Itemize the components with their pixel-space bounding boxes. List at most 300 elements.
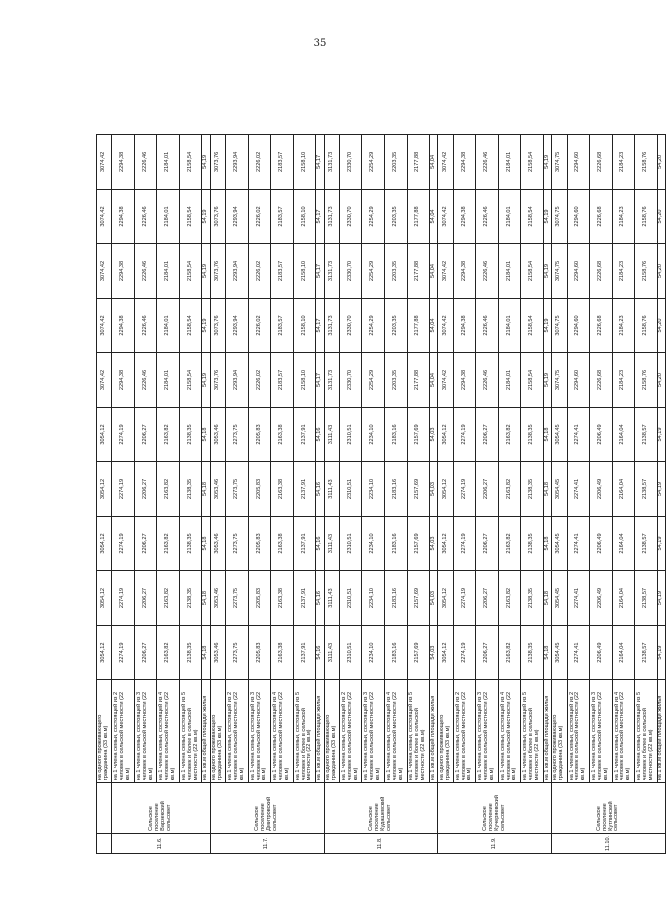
price-cell: 2254,29 bbox=[362, 298, 385, 353]
price-cell: 2226,68 bbox=[590, 189, 613, 244]
price-cell: 2226,46 bbox=[476, 353, 499, 408]
price-cell: 54,18 bbox=[202, 462, 210, 517]
price-cell: 2157,69 bbox=[407, 625, 430, 680]
empty-number-cell bbox=[97, 833, 112, 853]
category-cell: на 1 члена семьи, состоящей из 4 человек в сельской местности (22 кв.м) bbox=[385, 680, 408, 783]
table-row bbox=[179, 135, 202, 854]
price-cell: 2294,38 bbox=[112, 189, 135, 244]
price-cell: 2158,10 bbox=[293, 244, 316, 299]
price-cell: 2254,29 bbox=[362, 353, 385, 408]
price-cell: 54,19 bbox=[202, 244, 210, 299]
price-cell: 2138,35 bbox=[179, 462, 202, 517]
price-cell: 2273,75 bbox=[226, 462, 249, 517]
price-cell: 3131,73 bbox=[324, 244, 339, 299]
category-cell: на 1 члена семьи, состоящей из 3 человек в сельской местности (22 кв.м) bbox=[362, 680, 385, 783]
price-cell: 3111,43 bbox=[324, 407, 339, 462]
price-cell: 54,17 bbox=[316, 244, 324, 299]
price-cell: 2184,01 bbox=[498, 244, 521, 299]
price-cell: 3074,42 bbox=[438, 353, 453, 408]
price-cell: 2293,94 bbox=[226, 353, 249, 408]
price-cell: 2273,75 bbox=[226, 516, 249, 571]
price-cell: 3131,73 bbox=[324, 189, 339, 244]
price-cell: 2184,01 bbox=[498, 135, 521, 190]
table-row bbox=[590, 135, 613, 854]
price-cell: 2184,23 bbox=[612, 353, 635, 408]
price-cell: 2310,51 bbox=[339, 571, 362, 626]
price-cell: 2184,23 bbox=[612, 298, 635, 353]
price-cell: 54,20 bbox=[657, 353, 665, 408]
category-cell: на одного проживающего гражданина (33 кв.м) bbox=[438, 680, 453, 783]
price-cell: 54,17 bbox=[316, 353, 324, 408]
category-cell: на 1 кв.м общей площади жилья bbox=[316, 680, 324, 783]
price-cell: 3073,76 bbox=[210, 189, 225, 244]
price-cell: 54,18 bbox=[202, 571, 210, 626]
price-cell: 2226,02 bbox=[248, 189, 271, 244]
price-cell: 2158,54 bbox=[179, 244, 202, 299]
price-cell: 3054,45 bbox=[552, 407, 567, 462]
price-cell: 2226,02 bbox=[248, 135, 271, 190]
price-cell: 2206,27 bbox=[134, 625, 157, 680]
price-cell: 3111,43 bbox=[324, 516, 339, 571]
price-cell: 2206,27 bbox=[476, 571, 499, 626]
price-cell: 2293,94 bbox=[226, 244, 249, 299]
table-row bbox=[407, 135, 430, 854]
price-cell: 2203,35 bbox=[385, 298, 408, 353]
price-cell: 2164,04 bbox=[612, 571, 635, 626]
price-cell: 54,16 bbox=[316, 462, 324, 517]
price-cell: 2274,19 bbox=[453, 571, 476, 626]
price-cell: 3054,12 bbox=[97, 625, 112, 680]
price-cell: 2158,76 bbox=[635, 298, 658, 353]
price-cell: 2158,76 bbox=[635, 244, 658, 299]
price-cell: 2163,82 bbox=[498, 516, 521, 571]
price-cell: 3054,12 bbox=[438, 571, 453, 626]
price-cell: 2158,10 bbox=[293, 189, 316, 244]
price-cell: 3054,12 bbox=[438, 407, 453, 462]
price-cell: 54,19 bbox=[543, 244, 551, 299]
price-cell: 2294,38 bbox=[453, 244, 476, 299]
price-cell: 2163,38 bbox=[271, 625, 294, 680]
price-cell: 2158,54 bbox=[521, 298, 544, 353]
price-cell: 2137,91 bbox=[293, 571, 316, 626]
price-cell: 54,04 bbox=[430, 135, 438, 190]
rotated-table-container bbox=[96, 134, 666, 854]
price-cell: 54,03 bbox=[430, 462, 438, 517]
price-cell: 2205,83 bbox=[248, 571, 271, 626]
price-cell: 2203,35 bbox=[385, 135, 408, 190]
table-row bbox=[316, 135, 324, 854]
price-cell: 2184,23 bbox=[612, 189, 635, 244]
price-cell: 54,17 bbox=[316, 135, 324, 190]
price-cell: 54,19 bbox=[202, 298, 210, 353]
table-row bbox=[226, 135, 249, 854]
price-cell: 2226,46 bbox=[476, 298, 499, 353]
price-cell: 2294,60 bbox=[567, 244, 590, 299]
price-cell: 2254,29 bbox=[362, 244, 385, 299]
category-cell: на 1 члена семьи, состоящей из 4 человек в сельской местности (22 кв.м) bbox=[498, 680, 521, 783]
price-cell: 2163,82 bbox=[498, 625, 521, 680]
price-cell: 2274,19 bbox=[453, 462, 476, 517]
price-cell: 2274,19 bbox=[112, 625, 135, 680]
price-cell: 2206,27 bbox=[476, 407, 499, 462]
category-cell: на одного проживающего гражданина (33 кв.м) bbox=[97, 680, 112, 783]
price-cell: 3074,42 bbox=[438, 298, 453, 353]
category-cell: на 1 члена семьи, состоящей из 2 человек в сельской местности (22 кв.м) bbox=[339, 680, 362, 783]
price-cell: 3053,46 bbox=[210, 516, 225, 571]
price-cell: 2330,70 bbox=[339, 353, 362, 408]
price-cell: 2138,57 bbox=[635, 571, 658, 626]
price-cell: 2183,57 bbox=[271, 353, 294, 408]
price-cell: 2226,02 bbox=[248, 298, 271, 353]
price-cell: 2310,51 bbox=[339, 516, 362, 571]
price-cell: 54,03 bbox=[430, 516, 438, 571]
price-cell: 2234,10 bbox=[362, 571, 385, 626]
price-cell: 54,16 bbox=[316, 516, 324, 571]
price-cell: 2184,01 bbox=[157, 244, 180, 299]
price-cell: 2157,69 bbox=[407, 571, 430, 626]
price-cell: 2330,70 bbox=[339, 135, 362, 190]
price-cell: 2163,82 bbox=[498, 462, 521, 517]
price-cell: 2226,46 bbox=[134, 353, 157, 408]
price-cell: 2163,38 bbox=[271, 407, 294, 462]
price-cell: 2226,68 bbox=[590, 353, 613, 408]
category-cell: на 1 члена семьи, состоящей из 4 человек в сельской местности (22 кв.м) bbox=[612, 680, 635, 783]
table-row bbox=[476, 135, 499, 854]
price-cell: 3073,76 bbox=[210, 135, 225, 190]
price-cell: 2138,35 bbox=[179, 571, 202, 626]
price-cell: 2205,83 bbox=[248, 516, 271, 571]
price-cell: 2226,46 bbox=[134, 244, 157, 299]
price-cell: 54,19 bbox=[543, 189, 551, 244]
row-number-cell: 11.7. bbox=[210, 833, 324, 853]
category-cell: на 1 члена семьи, состоящей из 3 человек в сельской местности (22 кв.м) bbox=[476, 680, 499, 783]
price-cell: 2164,04 bbox=[612, 462, 635, 517]
price-cell: 2137,91 bbox=[293, 462, 316, 517]
price-cell: 2234,10 bbox=[362, 407, 385, 462]
price-cell: 2274,19 bbox=[453, 516, 476, 571]
price-cell: 3054,12 bbox=[97, 462, 112, 517]
category-cell: на 1 члена семьи, состоящей из 3 человек в сельской местности (22 кв.м) bbox=[134, 680, 157, 783]
price-cell: 2254,29 bbox=[362, 135, 385, 190]
category-cell: на одного проживающего гражданина (33 кв.м) bbox=[210, 680, 225, 783]
price-cell: 2158,76 bbox=[635, 135, 658, 190]
price-cell: 2310,51 bbox=[339, 462, 362, 517]
price-cell: 2294,38 bbox=[112, 298, 135, 353]
price-cell: 2206,27 bbox=[476, 516, 499, 571]
price-cell: 2330,70 bbox=[339, 244, 362, 299]
price-cell: 2177,88 bbox=[407, 135, 430, 190]
price-cell: 3054,12 bbox=[97, 516, 112, 571]
price-cell: 2226,68 bbox=[590, 298, 613, 353]
price-cell: 2158,10 bbox=[293, 353, 316, 408]
price-cell: 2274,41 bbox=[567, 516, 590, 571]
price-cell: 3053,46 bbox=[210, 407, 225, 462]
price-cell: 2273,75 bbox=[226, 571, 249, 626]
price-cell: 2138,35 bbox=[521, 625, 544, 680]
price-cell: 2274,19 bbox=[453, 625, 476, 680]
price-cell: 3073,76 bbox=[210, 353, 225, 408]
price-cell: 3131,73 bbox=[324, 135, 339, 190]
price-cell: 2205,83 bbox=[248, 462, 271, 517]
price-cell: 2203,35 bbox=[385, 189, 408, 244]
price-cell: 2206,27 bbox=[476, 625, 499, 680]
category-cell: на 1 члена семьи, состоящей из 5 человек и более в сельской местности (22 кв.м) bbox=[521, 680, 544, 783]
category-cell: на 1 кв.м общей площади жилья bbox=[543, 680, 551, 783]
price-cell: 54,17 bbox=[316, 298, 324, 353]
price-cell: 2163,82 bbox=[157, 407, 180, 462]
table-row bbox=[210, 135, 225, 854]
category-cell: на 1 члена семьи, состоящей из 2 человек в сельской местности (22 кв.м) bbox=[112, 680, 135, 783]
category-cell: на 1 кв.м общей площади жилья bbox=[202, 680, 210, 783]
price-cell: 2158,54 bbox=[521, 353, 544, 408]
price-cell: 2206,27 bbox=[134, 407, 157, 462]
price-cell: 3053,46 bbox=[210, 625, 225, 680]
price-cell: 2138,57 bbox=[635, 462, 658, 517]
price-cell: 2158,76 bbox=[635, 189, 658, 244]
category-cell: на одного проживающего гражданина (33 кв.м) bbox=[324, 680, 339, 783]
price-cell: 3074,42 bbox=[97, 353, 112, 408]
price-cell: 2158,54 bbox=[521, 135, 544, 190]
price-cell: 2274,41 bbox=[567, 462, 590, 517]
price-cell: 2183,57 bbox=[271, 298, 294, 353]
price-cell: 2206,49 bbox=[590, 462, 613, 517]
price-cell: 3073,76 bbox=[210, 244, 225, 299]
price-cell: 3074,42 bbox=[438, 189, 453, 244]
price-cell: 54,16 bbox=[316, 571, 324, 626]
price-cell: 2234,10 bbox=[362, 462, 385, 517]
price-cell: 2158,54 bbox=[521, 189, 544, 244]
table-row bbox=[324, 135, 339, 854]
price-cell: 3054,45 bbox=[552, 462, 567, 517]
table-row bbox=[635, 135, 658, 854]
price-cell: 2177,88 bbox=[407, 298, 430, 353]
price-cell: 2184,01 bbox=[157, 189, 180, 244]
price-cell: 2203,35 bbox=[385, 244, 408, 299]
category-cell: на 1 члена семьи, состоящей из 5 человек и более в сельской местности (22 кв.м) bbox=[407, 680, 430, 783]
category-cell: на 1 члена семьи, состоящей из 3 человек в сельской местности (22 кв.м) bbox=[590, 680, 613, 783]
price-cell: 3054,12 bbox=[97, 571, 112, 626]
price-cell: 2234,10 bbox=[362, 516, 385, 571]
price-cell: 2138,57 bbox=[635, 407, 658, 462]
housing-cost-table bbox=[96, 134, 666, 854]
price-cell: 2138,35 bbox=[179, 516, 202, 571]
price-cell: 54,20 bbox=[657, 244, 665, 299]
price-cell: 54,19 bbox=[543, 135, 551, 190]
price-cell: 2158,54 bbox=[179, 189, 202, 244]
price-cell: 2183,57 bbox=[271, 135, 294, 190]
price-cell: 2164,04 bbox=[612, 625, 635, 680]
table-row bbox=[134, 135, 157, 854]
price-cell: 3074,42 bbox=[438, 135, 453, 190]
price-cell: 2226,02 bbox=[248, 244, 271, 299]
price-cell: 3111,43 bbox=[324, 462, 339, 517]
price-cell: 3074,75 bbox=[552, 135, 567, 190]
settlement-name-cell: Сельское поселение Кучеряевский сельсовет bbox=[438, 783, 552, 833]
table-row bbox=[112, 135, 135, 854]
category-cell: на 1 члена семьи, состоящей из 4 человек в сельской местности (22 кв.м) bbox=[271, 680, 294, 783]
empty-region-cell bbox=[97, 783, 112, 833]
price-cell: 2205,83 bbox=[248, 625, 271, 680]
price-cell: 2226,46 bbox=[476, 135, 499, 190]
price-cell: 2177,88 bbox=[407, 353, 430, 408]
price-cell: 2274,41 bbox=[567, 625, 590, 680]
price-cell: 2184,01 bbox=[498, 353, 521, 408]
price-cell: 54,03 bbox=[430, 571, 438, 626]
price-cell: 2138,35 bbox=[521, 571, 544, 626]
price-cell: 2138,35 bbox=[179, 625, 202, 680]
price-cell: 2294,38 bbox=[453, 135, 476, 190]
price-cell: 2206,49 bbox=[590, 516, 613, 571]
row-number-cell: 11.9. bbox=[438, 833, 552, 853]
row-number-cell: 11.10. bbox=[552, 833, 666, 853]
price-cell: 2273,75 bbox=[226, 625, 249, 680]
table-row bbox=[498, 135, 521, 854]
settlement-name-cell: Сельское поселение Варзекский сельсовет bbox=[112, 783, 210, 833]
settlement-name-cell: Сельское поселение Дмитровский сельсовет bbox=[210, 783, 324, 833]
price-cell: 2163,82 bbox=[498, 407, 521, 462]
page-number: 35 bbox=[313, 38, 327, 49]
price-cell: 2294,38 bbox=[112, 353, 135, 408]
price-cell: 2157,69 bbox=[407, 407, 430, 462]
table-row bbox=[552, 135, 567, 854]
price-cell: 2157,69 bbox=[407, 516, 430, 571]
price-cell: 3054,12 bbox=[97, 407, 112, 462]
price-cell: 54,03 bbox=[430, 625, 438, 680]
price-cell: 3054,12 bbox=[438, 516, 453, 571]
price-cell: 2183,16 bbox=[385, 407, 408, 462]
price-cell: 54,18 bbox=[202, 516, 210, 571]
table-row bbox=[453, 135, 476, 854]
table-row bbox=[438, 135, 453, 854]
table-row bbox=[97, 135, 112, 854]
price-cell: 2158,10 bbox=[293, 135, 316, 190]
price-cell: 2163,82 bbox=[157, 625, 180, 680]
price-cell: 2274,19 bbox=[112, 462, 135, 517]
price-cell: 2205,83 bbox=[248, 407, 271, 462]
price-cell: 2184,01 bbox=[157, 298, 180, 353]
price-cell: 2157,69 bbox=[407, 462, 430, 517]
price-cell: 2163,38 bbox=[271, 516, 294, 571]
price-cell: 3073,76 bbox=[210, 298, 225, 353]
price-cell: 3054,45 bbox=[552, 516, 567, 571]
price-cell: 54,18 bbox=[543, 516, 551, 571]
price-cell: 3053,46 bbox=[210, 462, 225, 517]
price-cell: 2226,68 bbox=[590, 244, 613, 299]
price-cell: 2164,04 bbox=[612, 516, 635, 571]
price-cell: 2184,23 bbox=[612, 244, 635, 299]
price-cell: 2158,54 bbox=[521, 244, 544, 299]
price-cell: 2294,38 bbox=[453, 189, 476, 244]
price-cell: 54,20 bbox=[657, 298, 665, 353]
price-cell: 2294,38 bbox=[453, 298, 476, 353]
price-cell: 2274,41 bbox=[567, 571, 590, 626]
price-cell: 2137,91 bbox=[293, 407, 316, 462]
price-cell: 2294,60 bbox=[567, 189, 590, 244]
price-cell: 2274,19 bbox=[112, 516, 135, 571]
price-cell: 3074,75 bbox=[552, 298, 567, 353]
table-row bbox=[543, 135, 551, 854]
price-cell: 2137,91 bbox=[293, 625, 316, 680]
price-cell: 2294,38 bbox=[112, 244, 135, 299]
price-cell: 2138,35 bbox=[521, 516, 544, 571]
table-row bbox=[339, 135, 362, 854]
price-cell: 2158,54 bbox=[179, 135, 202, 190]
price-cell: 3053,46 bbox=[210, 571, 225, 626]
category-cell: на 1 члена семьи, состоящей из 2 человек в сельской местности (22 кв.м) bbox=[453, 680, 476, 783]
price-cell: 2163,82 bbox=[157, 516, 180, 571]
row-number-cell: 11.8. bbox=[324, 833, 438, 853]
price-cell: 2184,23 bbox=[612, 135, 635, 190]
price-cell: 54,18 bbox=[543, 462, 551, 517]
price-cell: 2138,35 bbox=[179, 407, 202, 462]
price-cell: 2206,27 bbox=[134, 462, 157, 517]
price-cell: 2330,70 bbox=[339, 189, 362, 244]
table-row bbox=[202, 135, 210, 854]
price-cell: 2158,54 bbox=[179, 353, 202, 408]
price-cell: 54,16 bbox=[316, 407, 324, 462]
price-cell: 54,19 bbox=[543, 353, 551, 408]
price-cell: 2273,75 bbox=[226, 407, 249, 462]
table-row bbox=[271, 135, 294, 854]
price-cell: 2183,16 bbox=[385, 571, 408, 626]
price-cell: 2163,82 bbox=[157, 462, 180, 517]
settlement-name-cell: Сельское поселение Кудашевский сельсовет bbox=[324, 783, 438, 833]
price-cell: 54,18 bbox=[543, 407, 551, 462]
price-cell: 2137,91 bbox=[293, 516, 316, 571]
price-cell: 2226,46 bbox=[134, 135, 157, 190]
price-cell: 2274,19 bbox=[112, 571, 135, 626]
price-cell: 2183,57 bbox=[271, 244, 294, 299]
price-cell: 54,18 bbox=[202, 625, 210, 680]
price-cell: 2158,54 bbox=[179, 298, 202, 353]
category-cell: на 1 члена семьи, состоящей из 5 человек и более в сельской местности (22 кв.м) bbox=[179, 680, 202, 783]
category-cell: на 1 члена семьи, состоящей из 3 человек в сельской местности (22 кв.м) bbox=[248, 680, 271, 783]
price-cell: 54,19 bbox=[657, 462, 665, 517]
price-cell: 2294,38 bbox=[112, 135, 135, 190]
price-cell: 3111,43 bbox=[324, 571, 339, 626]
price-cell: 2226,02 bbox=[248, 353, 271, 408]
price-cell: 2184,01 bbox=[498, 189, 521, 244]
price-cell: 54,20 bbox=[657, 135, 665, 190]
price-cell: 3131,73 bbox=[324, 298, 339, 353]
price-cell: 2183,16 bbox=[385, 462, 408, 517]
row-number-cell: 11.6. bbox=[112, 833, 210, 853]
price-cell: 2294,60 bbox=[567, 353, 590, 408]
price-cell: 54,03 bbox=[430, 407, 438, 462]
price-cell: 54,18 bbox=[543, 625, 551, 680]
table-row bbox=[657, 135, 665, 854]
price-cell: 2226,46 bbox=[134, 189, 157, 244]
table-row bbox=[430, 135, 438, 854]
price-cell: 3074,42 bbox=[97, 135, 112, 190]
price-cell: 2184,01 bbox=[157, 353, 180, 408]
price-cell: 54,18 bbox=[543, 571, 551, 626]
table-row bbox=[248, 135, 271, 854]
price-cell: 2234,10 bbox=[362, 625, 385, 680]
price-cell: 2184,01 bbox=[157, 135, 180, 190]
price-cell: 2310,51 bbox=[339, 407, 362, 462]
price-cell: 2163,38 bbox=[271, 462, 294, 517]
price-cell: 2183,57 bbox=[271, 189, 294, 244]
settlement-name-cell: Сельское поселение Кутлинский сельсовет bbox=[552, 783, 666, 833]
price-cell: 2293,94 bbox=[226, 135, 249, 190]
category-cell: на одного проживающего гражданина (33 кв.м) bbox=[552, 680, 567, 783]
price-cell: 2164,04 bbox=[612, 407, 635, 462]
price-cell: 2177,88 bbox=[407, 189, 430, 244]
price-cell: 3054,45 bbox=[552, 571, 567, 626]
price-cell: 2293,94 bbox=[226, 298, 249, 353]
category-cell: на 1 кв.м общей площади жилья bbox=[657, 680, 665, 783]
